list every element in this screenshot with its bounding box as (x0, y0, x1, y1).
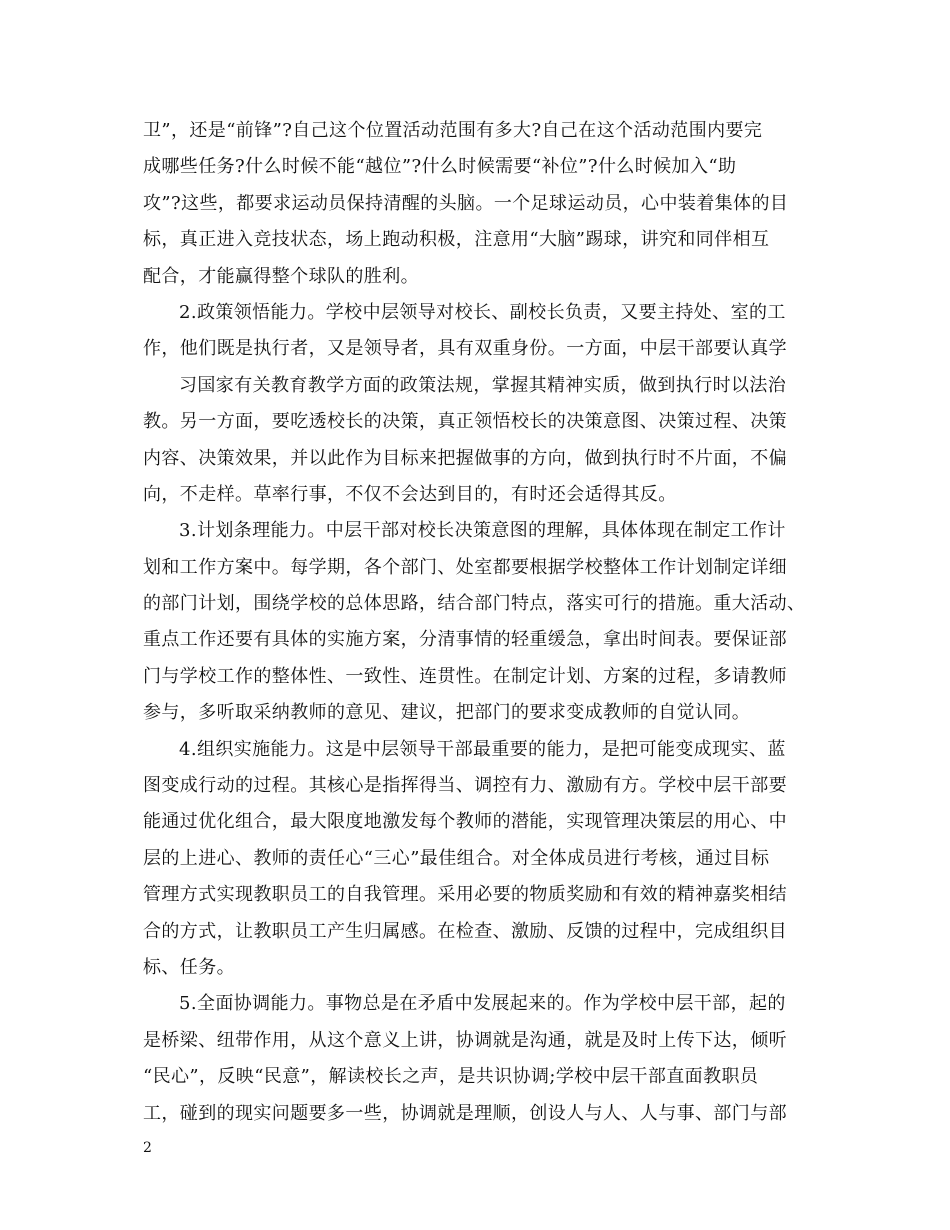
paragraph (143, 295, 823, 368)
text-line: “民心”，反映“民意”，解读校长之声，是共识协调;学校中层干部直面教职员 (143, 1066, 759, 1088)
text-line: 管理方式实现教职员工的自我管理。采用必要的物质奖励和有效的精神嘉奖相结 (143, 884, 787, 906)
text-line: 4.组织实施能力。这是中层领导干部最重要的能力，是把可能变成现实、蓝 (179, 738, 786, 760)
text-line: 参与，多听取采纳教师的意见、建议，把部门的要求变成教师的自觉认同。 (143, 702, 751, 724)
text-line: 攻”?这些，都要求运动员保持清醒的头脑。一个足球运动员，心中装着集体的目 (143, 192, 789, 214)
text-line: 合的方式，让教职员工产生归属感。在检查、激励、反馈的过程中，完成组织目 (143, 920, 787, 942)
text-line: 成哪些任务?什么时候不能“越位”?什么时候需要“补位”?什么时候加入“助 (143, 156, 737, 178)
text-line: 能通过优化组合，最大限度地激发每个教师的潜能，实现管理决策层的用心、中 (143, 811, 787, 833)
text-line: 划和工作方案中。每学期，各个部门、处室都要根据学校整体工作计划制定详细 (143, 556, 787, 578)
text-line: 工，碰到的现实问题要多一些，协调就是理顺，创设人与人、人与事、部门与部 (143, 1102, 787, 1124)
text-line: 2.政策领悟能力。学校中层领导对校长、副校长负责，又要主持处、室的工 (179, 301, 786, 323)
paragraph (143, 513, 823, 731)
text-line: 重点工作还要有具体的实施方案，分清事情的轻重缓急，拿出时间表。要保证部 (143, 629, 787, 651)
paragraph (143, 368, 823, 514)
paragraph (143, 986, 823, 1132)
text-line: 配合，才能赢得整个球队的胜利。 (143, 265, 419, 287)
paragraph (143, 113, 823, 295)
text-line: 标、任务。 (143, 956, 235, 978)
text-line: 的部门计划，围绕学校的总体思路，结合部门特点，落实可行的措施。重大活动、 (143, 593, 806, 615)
text-line: 图变成行动的过程。其核心是指挥得当、调控有力、激励有方。学校中层干部要 (143, 775, 787, 797)
page-number: 2 (143, 1140, 152, 1156)
text-line: 3.计划条理能力。中层干部对校长决策意图的理解，具体体现在制定工作计 (179, 520, 786, 542)
text-line: 作，他们既是执行者，又是领导者，具有双重身份。一方面，中层干部要认真学 (143, 338, 787, 360)
text-line: 内容、决策效果，并以此作为目标来把握做事的方向，做到执行时不片面，不偏 (143, 447, 787, 469)
text-line: 习国家有关教育教学方面的政策法规，掌握其精神实质，做到执行时以法治 (179, 374, 787, 396)
paragraph (143, 732, 823, 987)
body-text (143, 113, 823, 1132)
text-line: 层的上进心、教师的责任心“三心”最佳组合。对全体成员进行考核，通过目标 (143, 847, 770, 869)
text-line: 门与学校工作的整体性、一致性、连贯性。在制定计划、方案的过程，多请教师 (143, 665, 787, 687)
text-line: 标，真正进入竞技状态，场上跑动积极，注意用“大脑”踢球，讲究和同伴相互 (143, 229, 770, 251)
text-line: 5.全面协调能力。事物总是在矛盾中发展起来的。作为学校中层干部，起的 (179, 993, 786, 1015)
text-line: 卫”，还是“前锋”?自己这个位置活动范围有多大?自己在这个活动范围内要完 (143, 120, 763, 141)
text-line: 是桥梁、纽带作用，从这个意义上讲，协调就是沟通，就是及时上传下达，倾听 (143, 1029, 787, 1051)
text-line: 教。另一方面，要吃透校长的决策，真正领悟校长的决策意图、决策过程、决策 (143, 411, 787, 433)
text-line: 向，不走样。草率行事，不仅不会达到目的，有时还会适得其反。 (143, 483, 677, 505)
